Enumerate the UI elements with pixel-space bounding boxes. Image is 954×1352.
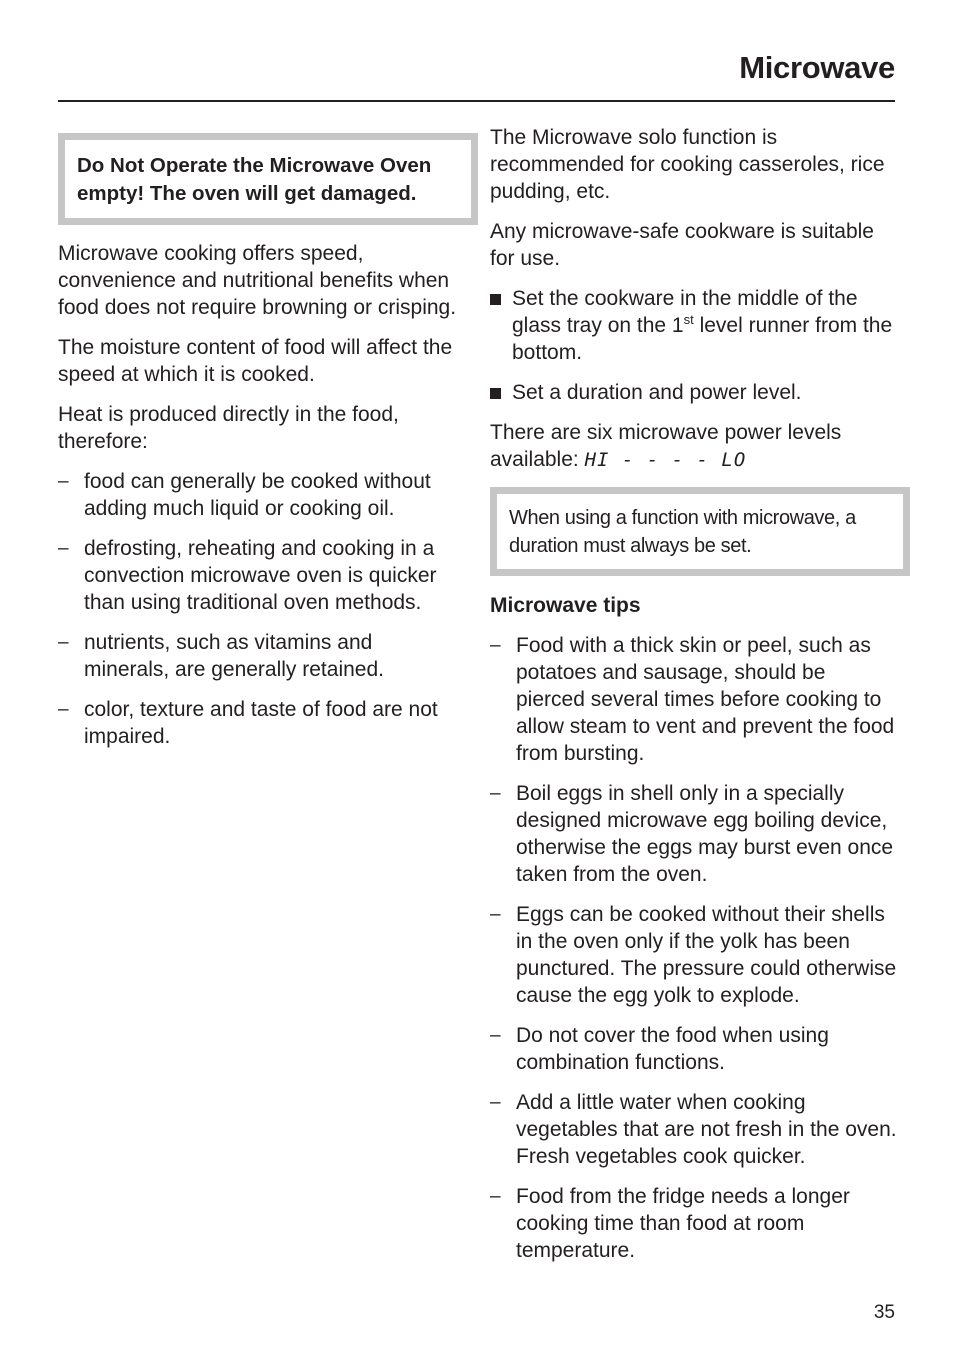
page-number: 35 [873, 1302, 895, 1323]
list-item [58, 468, 458, 522]
step-text: Set a duration and power level. [512, 381, 802, 404]
steps-list [490, 285, 900, 406]
cookware-paragraph: Any microwave-safe cookware is suitable for use. [490, 220, 874, 270]
step-text-start: Set the cookware in the middle of the glass tray on the 1 [512, 287, 858, 337]
dash-marker: – [490, 1186, 501, 1207]
page-title: Microwave [739, 50, 895, 85]
list-item [490, 1183, 900, 1264]
dash-marker: – [490, 1092, 501, 1113]
left-column [58, 124, 458, 763]
tips-heading: Microwave tips [490, 594, 641, 617]
step-item [490, 379, 900, 406]
list-item [490, 632, 900, 767]
step-item [490, 285, 900, 366]
dash-marker: – [58, 471, 69, 492]
dash-marker: – [490, 1025, 501, 1046]
list-item-text: Add a little water when cooking vegetables that are not fresh in the oven. Fresh vegetables cook quicker. [516, 1091, 897, 1168]
list-item [490, 780, 900, 888]
heat-paragraph: Heat is produced directly in the food, therefore: [58, 403, 399, 453]
list-item [490, 1089, 900, 1170]
power-levels-paragraph [490, 419, 900, 474]
dash-marker: – [58, 699, 69, 720]
warning-text: Do Not Operate the Microwave Oven empty! The oven will get damaged. [77, 154, 432, 205]
intro-paragraph: Microwave cooking offers speed, convenience and nutritional benefits when food does not require browning or crisping. [58, 242, 457, 319]
page-header [58, 50, 895, 102]
list-item-text: color, texture and taste of food are not impaired. [84, 698, 438, 748]
list-item [58, 535, 458, 616]
list-item-text: food can generally be cooked without adding much liquid or cooking oil. [84, 470, 431, 520]
step-text-end: level runner from the bottom. [512, 314, 893, 364]
list-item [490, 901, 900, 1009]
dash-marker: – [58, 632, 69, 653]
note-box [490, 487, 910, 576]
list-item [58, 696, 458, 750]
moisture-paragraph: The moisture content of food will affect the speed at which it is cooked. [58, 336, 453, 386]
list-item-text: Food from the fridge needs a longer cooking time than food at room temperature. [516, 1185, 850, 1262]
benefits-list [58, 468, 458, 750]
power-levels-display: HI - - - - LO [584, 449, 747, 471]
dash-marker: – [490, 635, 501, 656]
ordinal-suffix: st [683, 312, 694, 327]
list-item [490, 1022, 900, 1076]
warning-box [58, 133, 478, 225]
power-levels-text: There are six microwave power levels available: [490, 421, 842, 471]
dash-marker: – [490, 904, 501, 925]
list-item-text: defrosting, reheating and cooking in a convection microwave oven is quicker than using traditional oven methods. [84, 537, 437, 614]
dash-marker: – [58, 538, 69, 559]
note-text: When using a function with microwave, a duration must always be set. [509, 507, 856, 557]
square-bullet-icon [490, 294, 501, 305]
right-column [490, 124, 900, 1277]
solo-function-paragraph: The Microwave solo function is recommended for cooking casseroles, rice pudding, etc. [490, 126, 885, 203]
list-item-text: nutrients, such as vitamins and minerals, are generally retained. [84, 631, 384, 681]
list-item [58, 629, 458, 683]
list-item-text: Eggs can be cooked without their shells in the oven only if the yolk has been punctured. The pressure could otherwise cause the egg yolk to explode. [516, 903, 897, 1007]
list-item-text: Boil eggs in shell only in a specially designed microwave egg boiling device, otherwise the eggs may burst even once taken from the oven. [516, 782, 894, 886]
dash-marker: – [490, 783, 501, 804]
list-item-text: Food with a thick skin or peel, such as potatoes and sausage, should be pierced several times before cooking to allow steam to vent and prevent the food from bursting. [516, 634, 895, 765]
tips-list [490, 632, 900, 1264]
square-bullet-icon [490, 388, 501, 399]
list-item-text: Do not cover the food when using combination functions. [516, 1024, 829, 1074]
